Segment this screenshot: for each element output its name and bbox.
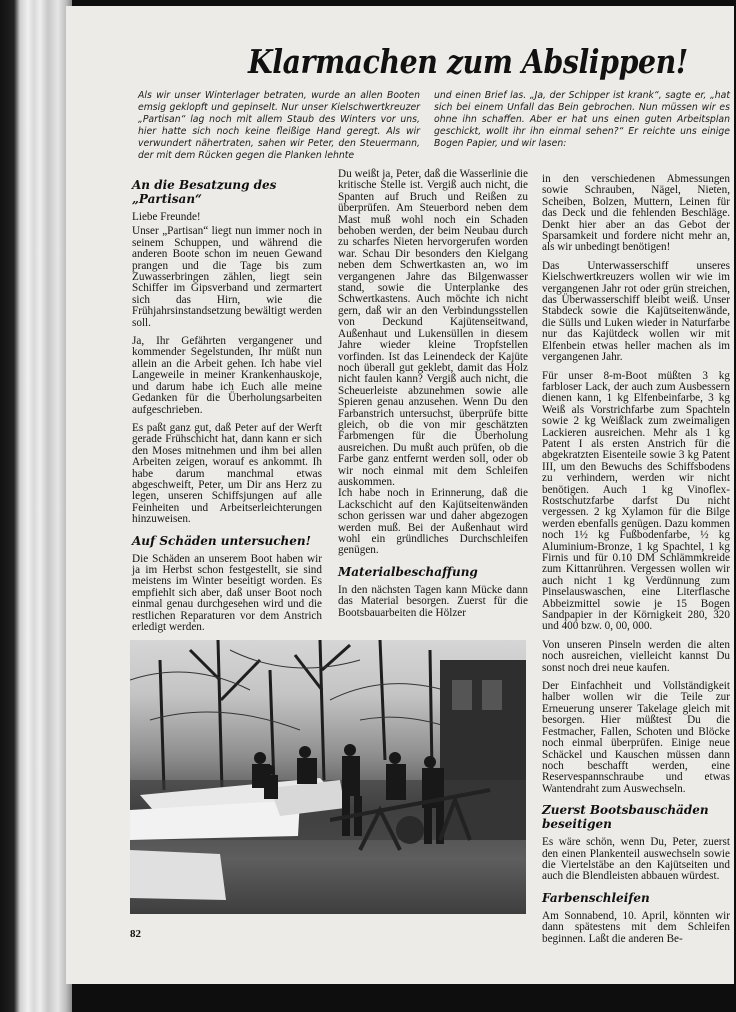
paragraph: Am Sonnabend, 10. April, könnten wir dann spätestens mit dem Schleifen beginnen. Laßt die anderen Be-: [542, 909, 730, 945]
paragraph: Von unseren Pinseln werden die alten noch ausreichen, vielleicht kannst Du sonst noch drei neue kaufen.: [542, 638, 730, 674]
article-title: Klarmachen zum Abslippen!: [248, 42, 688, 81]
paragraph: In den nächsten Tagen kann Mücke dann das Material besorgen. Zuerst für die Bootsbauarbeiten die Hölzer: [338, 583, 528, 619]
paragraph: Der Einfachheit und Vollständigkeit halber wollen wir die Teile zur Erneuerung unserer Takelage gleich mit besorgen. Hier müßtest Du die Festmacher, Fallen, Schoten und Blöcke noch einmal überprüfen. Einige neue Schäckel und Kauschen müssen dann noch beschafft werden, eine Reservespannschraube und etwas Wantendraht zum Auswechseln.: [542, 680, 730, 795]
section-heading-material: Materialbeschaffung: [338, 564, 478, 579]
intro-right-text: und einen Brief las. „Ja, der Schipper ist krank“, sagte er, „hat sich bei einem Unfall das Bein gebrochen. Nun müssen wir es ohne ihn schaffen. Aber er hat uns einen guten Arbeitsplan geschickt, wollt ihr ihn einmal sehen?“ Er reichte uns einige Bogen Papier, und wir lasen:: [434, 90, 730, 150]
salutation: Liebe Freunde!: [132, 211, 201, 223]
paragraph: Die Schäden an unserem Boot haben wir ja im Herbst schon festgestellt, sie sind meistens im Winter beseitigt worden. Es empfiehlt sich aber, daß unser Boot noch einmal genau durchgesehen wird und die restlichen Reparaturen vor dem Anstrich erledigt werden.: [132, 552, 322, 633]
section-heading-crew: An die Besatzung des „Partisan“: [132, 178, 277, 206]
paragraph: in den verschiedenen Abmessungen sowie Schrauben, Nägel, Nieten, Scheiben, Bolzen, Muttern, Leinen für das Deck und die fehlenden Beschläge. Denkt hier aber an das Gebot der Sparsamkeit und fordere nicht mehr an, als wir unbedingt benötigen!: [542, 173, 730, 254]
column-2: [338, 169, 528, 619]
section-heading-sanding: Farbenschleifen: [542, 890, 650, 905]
paragraph: Ja, Ihr Gefährten vergangener und kommender Segelstunden, Ihr müßt nun allein an die Arbeit gehen. Ich habe viel Langeweile in meiner Krankenhauskoje, und darum habe ich Euch alle meine Gedanken für die Überholungsarbeiten aufgeschrieben.: [132, 335, 322, 416]
intro-right: [434, 90, 730, 150]
paragraph: Unser „Partisan“ liegt nun immer noch in seinem Schuppen, und während die anderen Boote schon im neuen Gewand prangen und die Tage bis zum Zuwasserbringen zählen, liegt sein Schiffer im Gipsverband und zermartert sich das Hirn, wie die Frühjahrsinstandsetzung bewältigt werden soll.: [132, 225, 322, 329]
page-number: 82: [130, 928, 141, 940]
paragraph: Es paßt ganz gut, daß Peter auf der Werft gerade Frühschicht hat, dann kann er sich den Moses mitnehmen und ihm bei allen Arbeiten zeigen, worauf es ankommt. Ih habe darum manchmal etwas abgeschweift, Peter, um Dir ans Herz zu legen, unseren Schiffsjungen auf alle Feinheiten und Arbeitserleichterungen hinzuweisen.: [132, 421, 322, 526]
paragraph: Das Unterwasserschiff unseres Kielschwertkreuzers wollen wir wie im vergangenen Jahr rot oder grün streichen, das Überwasserschiff bleibt weiß. Unser Stabdeck sowie die Kajütseitenwände, die Sülls und Luken wieder in Naturfarbe nur das Kajütdeck wollen wir mit Elfenbein etwas heller machen als im vergangenen Jahr.: [542, 259, 730, 364]
boatyard-photo: [130, 640, 526, 914]
paragraph: Ich habe noch in Erinnerung, daß die Lackschicht auf den Kajütseitenwänden schon gerissen war und daher abgezogen werden muß. Bei der Außenhaut wird wohl ein gründliches Durchschleifen genügen.: [338, 487, 528, 557]
column-1: [132, 170, 322, 633]
section-heading-repairs: Zuerst Bootsbauschäden beseitigen: [542, 803, 709, 832]
paragraph: Du weißt ja, Peter, daß die Wasserlinie die kritische Stelle ist. Vergiß auch nicht, die Spanten auf Bruch und Reißen zu überprüfen. Am Steuerbord neben dem Mast muß wohl noch ein Schaden behoben werden, der beim Neubau durch zu scharfes Nieten hervorgerufen worden war. Schau Dir besonders den Kielgang neben dem Schwertkasten an, wo im vergangenen Jahre das Bilgenwasser stand, sowie die Unterplanke des Schwertkastens. Auch möchte ich nicht gern, daß wir an den Verbindungsstellen von Deckund Kajütenseitwand, Außenhaut und Lukensüllen in diesem Jahre wieder kleine Tropfstellen vorfinden. Ist das Leinendeck der Kajüte noch überall gut geklebt, damit das Holz nicht faulen kann? Vergiß auch nicht, die Scheuerleiste abzunehmen sowie alle Spieren genau anzusehen. Wenn Du den Farbanstrich untersuchst, überprüfe bitte gleich, ob die von mir geschätzten Farbmengen für die Überholung ausreichen. Du mußt auch prüfen, ob die Farbe ganz entfernt werden soll, oder ob wir noch einmal mit dem Schleifen auskommen.: [338, 168, 528, 488]
intro-left-text: Als wir unser Winterlager betraten, wurde an allen Booten emsig geklopft und gepinselt. Nur unser Kielschwertkreuzer „Partisan“ lag noch mit allem Staub des Winters vor uns, hier hatte sich noch keine fleißige Hand geregt. Als wir verwundert nähertraten, sahen wir Peter, den Steuermann, der mit dem Rücken gegen die Planken lehnte: [138, 90, 420, 162]
intro-left: [138, 90, 420, 163]
book-binding: [0, 0, 72, 1012]
paragraph: Für unser 8-m-Boot müßten 3 kg farbloser Lack, der auch zum Ausbessern dienen kann, 1 kg Elfenbeinfarbe, 3 kg Weiß als Vorstrichfarbe zum Spachteln sowie 2 kg Weißlack zum zweimaligen Lackieren ausreichen. Mehr als 1 kg Patent I als ersten Anstrich für die abgekratzten Eisenteile sowie 3 kg Patent III, um den Bewuchs des Schiffsbodens zu verhindern, werden wir nicht benötigen. Auch 1 kg Vinoflex-Rostschutzfarbe darfst Du nicht vergessen. 2 kg Xylamon für die Bilge werden ebenfalls genügen. Dazu kommen noch 1½ kg Fußbodenfarbe, ½ kg Aluminium-Bronze, 1 kg Spachtel, 1 kg Firnis und für 0.10 DM Schlämmkreide zum Kittanrühren. Vergessen wollen wir auch nicht 1 kg Verdünnung zum Pinselauswaschen, eine Literflasche Abbeizmittel sowie je 15 Bogen Sandpapier in der Körnigkeit 280, 320 und 400 bzw. 0, 00, 000.: [542, 369, 730, 633]
magazine-page: [66, 6, 734, 984]
paragraph: Es wäre schön, wenn Du, Peter, zuerst den einen Plankenteil auswechseln sowie die Viertelstäbe an den Kajütseiten und auch die Blendleisten abbauen würdest.: [542, 836, 730, 883]
section-heading-damage: Auf Schäden untersuchen!: [132, 533, 311, 548]
boatyard-photo-drawing: [130, 640, 526, 914]
column-3: [542, 174, 730, 945]
